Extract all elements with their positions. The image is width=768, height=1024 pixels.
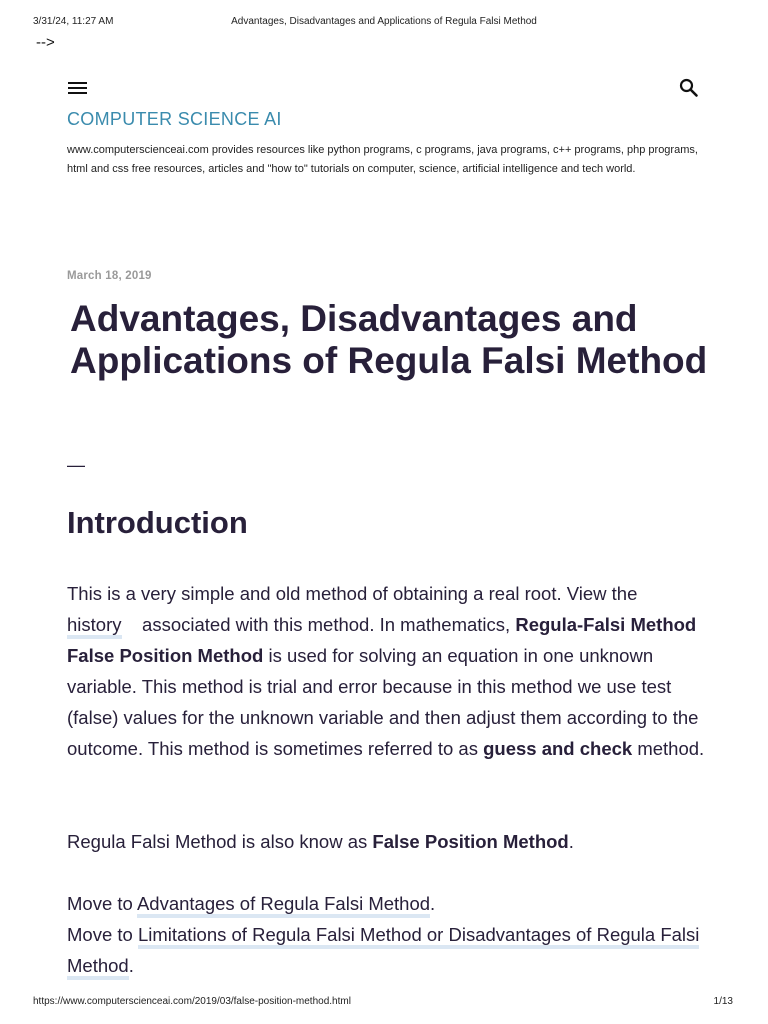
print-document-title: Advantages, Disadvantages and Applications of Regula Falsi Method xyxy=(231,16,537,27)
advantages-link[interactable]: Advantages of Regula Falsi Method xyxy=(137,893,430,918)
search-icon[interactable] xyxy=(679,78,699,98)
p1-text-3: is used for solving an equation in one unknown variable. This method is trial and error because in this method we use test (false) values for the unknown variable and then adjust them according to the outcome. This method is sometimes referred to as xyxy=(67,645,699,759)
post-date: March 18, 2019 xyxy=(67,270,152,282)
title-separator: — xyxy=(67,455,85,475)
intro-paragraph xyxy=(67,578,707,764)
limitations-link[interactable]: Limitations of Regula Falsi Method or Disadvantages of Regula Falsi Method xyxy=(67,924,699,980)
p1-text-2: associated with this method. In mathematics, xyxy=(136,614,516,635)
post-title: Advantages, Disadvantages and Applications of Regula Falsi Method xyxy=(70,298,708,381)
p2-text-2: . xyxy=(568,831,574,852)
print-page-number: 1/13 xyxy=(713,996,733,1007)
stray-arrow-text: --> xyxy=(36,34,55,51)
hamburger-menu-icon[interactable] xyxy=(68,80,88,96)
alias-paragraph xyxy=(67,826,707,857)
p1-text-4: method. xyxy=(632,738,705,759)
move-to-prefix-1: Move to xyxy=(67,893,137,914)
section-heading-introduction: Introduction xyxy=(67,505,248,540)
move-to-suffix-2: . xyxy=(128,955,134,976)
site-description: www.computerscienceai.com provides resources like python programs, c programs, java programs, c++ programs, php programs, html and css free resources, articles and "how to" tutorials on computer, science, artificial intelligence and tech world. xyxy=(67,144,698,175)
p1-bold-guess-and-check: guess and check xyxy=(483,738,633,759)
print-datetime: 3/31/24, 11:27 AM xyxy=(33,16,114,27)
navigation-links-paragraph xyxy=(67,888,707,981)
print-url: https://www.computerscienceai.com/2019/03/false-position-method.html xyxy=(33,996,351,1007)
p1-bold-method-name: Regula-Falsi Method False Position Method xyxy=(67,614,697,666)
p2-bold-false-position: False Position Method xyxy=(372,831,569,852)
history-link[interactable]: history xyxy=(67,614,122,639)
p2-text-1: Regula Falsi Method is also know as xyxy=(67,831,373,852)
move-to-suffix-1: . xyxy=(430,893,436,914)
move-to-prefix-2: Move to xyxy=(67,924,138,945)
site-title-link[interactable]: COMPUTER SCIENCE AI xyxy=(67,109,282,129)
p1-text-1: This is a very simple and old method of obtaining a real root. View the xyxy=(67,583,638,604)
